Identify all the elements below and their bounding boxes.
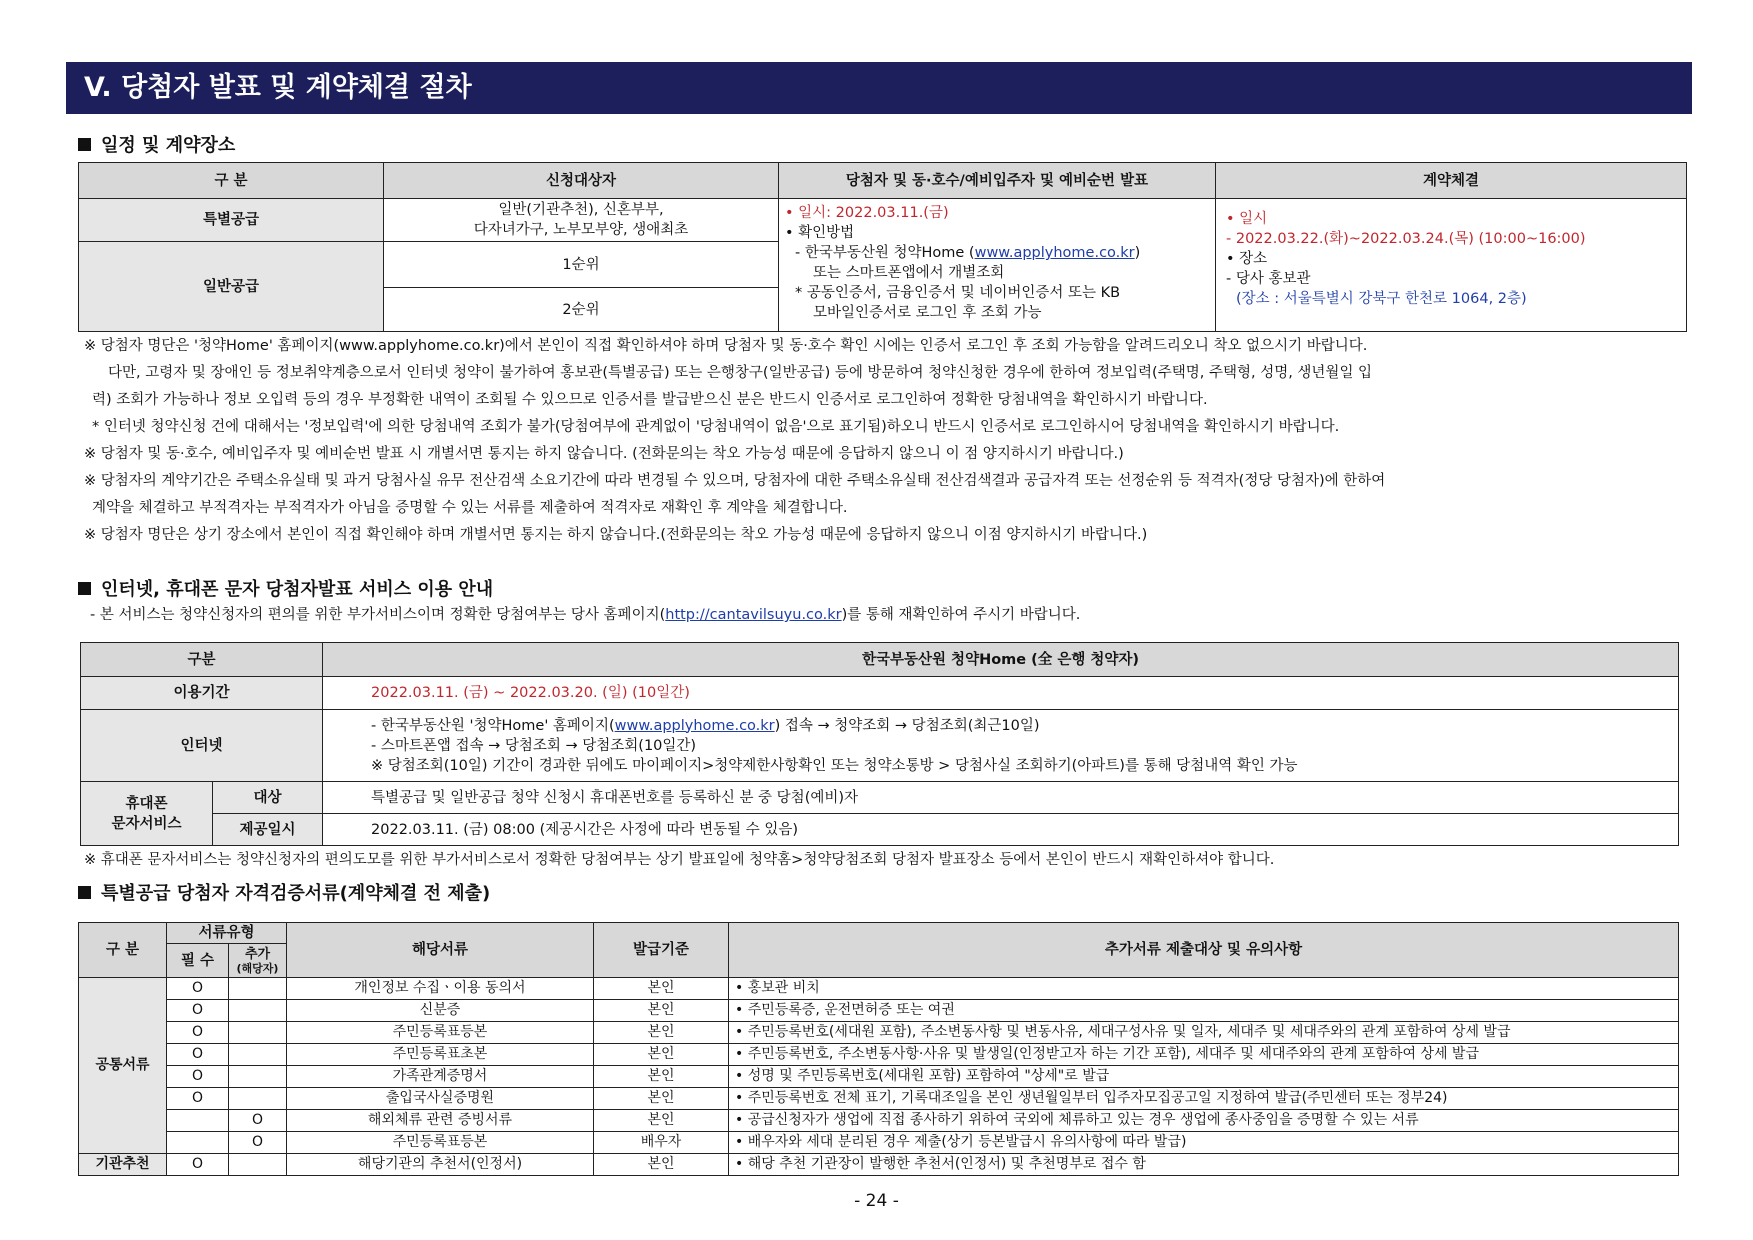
header-additional: 추가 (해당자)	[229, 944, 287, 978]
additional-mark: O	[229, 1132, 287, 1154]
required-mark: O	[167, 978, 229, 1000]
additional-mark	[229, 1000, 287, 1022]
header-category: 구분	[81, 643, 323, 677]
internet-line3: ※ 당첨조회(10일) 기간이 경과한 뒤에도 마이페이지>청약제한사항확인 또는 청약소통방 > 당첨사실 조회하기(아파트)를 통해 당첨내역 확인 가능	[371, 757, 1298, 774]
group-org-recommend: 기관추천	[79, 1154, 167, 1176]
required-mark	[167, 1132, 229, 1154]
documents-table	[78, 922, 1679, 1176]
contract-address: (장소 : 서울특별시 강북구 한천로 1064, 2층)	[1236, 291, 1527, 307]
required-mark: O	[167, 1000, 229, 1022]
issue-basis: 본인	[594, 1022, 729, 1044]
internet-label: 인터넷	[81, 710, 323, 782]
announce-date: • 일시: 2022.03.11.(금)	[785, 205, 949, 221]
square-bullet-icon	[78, 138, 91, 151]
document-note: • 주민등록번호 전체 표기, 기록대조일을 본인 생년월일부터 입주자모집공고일 지정하여 발급(주민센터 또는 정부24)	[729, 1088, 1679, 1110]
document-note: • 해당 추천 기관장이 발행한 추천서(인정서) 및 추천명부로 접수 함	[729, 1154, 1679, 1176]
header-announce: 당첨자 및 동·호수/예비입주자 및 예비순번 발표	[779, 163, 1216, 199]
sms-intro: - 본 서비스는 청약신청자의 편의를 위한 부가서비스이며 정확한 당첨여부는 당사 홈페이지(http://cantavilsuyu.co.kr)를 통해 재확인하여 주시기 바랍니다.	[90, 607, 1081, 623]
internet-line1: - 한국부동산원 '청약Home' 홈페이지(www.applyhome.co.kr) 접속 → 청약조회 → 당첨조회(최근10일)	[371, 717, 1040, 734]
announce-line2: 또는 스마트폰앱에서 개별조회	[813, 265, 1005, 281]
additional-mark	[229, 978, 287, 1000]
row-general-supply: 일반공급	[79, 242, 384, 332]
announce-line4: 모바일인증서로 로그인 후 조회 가능	[813, 305, 1042, 321]
cantavil-link[interactable]: http://cantavilsuyu.co.kr	[665, 607, 842, 623]
group-common-docs: 공통서류	[79, 978, 167, 1154]
section-title-schedule	[78, 134, 235, 158]
document-note: • 주민등록증, 운전면허증 또는 여권	[729, 1000, 1679, 1022]
document-note: • 주민등록번호, 주소변동사항·사유 및 발생일(인정받고자 하는 기간 포함), 세대주 및 세대주와의 관계 포함하여 상세 발급	[729, 1044, 1679, 1066]
required-mark: O	[167, 1022, 229, 1044]
additional-mark	[229, 1044, 287, 1066]
header-required: 필 수	[167, 944, 229, 978]
announce-method: • 확인방법	[785, 225, 855, 241]
announce-line1: - 한국부동산원 청약Home (www.applyhome.co.kr)	[795, 245, 1141, 261]
row-special-supply: 특별공급	[79, 199, 384, 242]
sms-note: ※ 휴대폰 문자서비스는 청약신청자의 편의도모를 위한 부가서비스로서 정확한 당첨여부는 상기 발표일에 청약홈>청약당첨조회 당첨자 발표장소 등에서 본인이 반드시 재확인하셔야 합니다.	[84, 852, 1275, 868]
header-doc-type: 서류유형	[167, 923, 287, 944]
note-line: ※ 당첨자 및 동·호수, 예비입주자 및 예비순번 발표 시 개별서면 통지는 하지 않습니다. (전화문의는 착오 가능성 때문에 응답하지 않으니 이 점 양지하시기 바랍니다.)	[84, 446, 1124, 462]
issue-basis: 본인	[594, 978, 729, 1000]
document-name: 해외체류 관련 증빙서류	[287, 1110, 594, 1132]
header-category: 구 분	[79, 923, 167, 978]
time-label: 제공일시	[213, 814, 323, 846]
document-note: • 성명 및 주민등록번호(세대원 포함) 포함하여 "상세"로 발급	[729, 1066, 1679, 1088]
additional-mark	[229, 1022, 287, 1044]
header-service: 한국부동산원 청약Home (全 은행 청약자)	[323, 643, 1679, 677]
required-mark: O	[167, 1154, 229, 1176]
rank-1: 1순위	[384, 242, 779, 288]
applyhome-link[interactable]: www.applyhome.co.kr	[974, 245, 1135, 261]
period-value: 2022.03.11. (금) ~ 2022.03.20. (일) (10일간)	[323, 677, 1679, 710]
note-line: 계약을 체결하고 부적격자는 부적격자가 아님을 증명할 수 있는 서류를 제출하여 적격자로 재확인 후 계약을 체결합니다.	[92, 500, 848, 516]
additional-mark	[229, 1066, 287, 1088]
additional-mark	[229, 1154, 287, 1176]
header-document: 해당서류	[287, 923, 594, 978]
header-contract: 계약체결	[1216, 163, 1687, 199]
document-note: • 배우자와 세대 분리된 경우 제출(상기 등본발급시 유의사항에 따라 발급)	[729, 1132, 1679, 1154]
issue-basis: 본인	[594, 1066, 729, 1088]
square-bullet-icon	[78, 582, 91, 595]
header-category: 구 분	[79, 163, 384, 199]
page-number: - 24 -	[854, 1191, 899, 1211]
note-line: ※ 당첨자 명단은 '청약Home' 홈페이지(www.applyhome.co.kr)에서 본인이 직접 확인하셔야 하며 당첨자 및 동·호수 확인 시에는 인증서 로그인 후 조회 가능함을 알려드리오니 착오 없으시기 바랍니다.	[84, 338, 1368, 354]
section-title-sms	[78, 578, 493, 602]
document-name: 주민등록표등본	[287, 1132, 594, 1154]
contract-date-value: - 2022.03.22.(화)~2022.03.24.(목) (10:00~16:00)	[1226, 231, 1586, 247]
additional-mark: O	[229, 1110, 287, 1132]
document-note: • 주민등록번호(세대원 포함), 주소변동사항 및 변동사유, 세대구성사유 및 일자, 세대주 및 세대주와의 관계 포함하여 상세 발급	[729, 1022, 1679, 1044]
note-line: ※ 당첨자 명단은 상기 장소에서 본인이 직접 확인해야 하며 개별서면 통지는 하지 않습니다.(전화문의는 착오 가능성 때문에 응답하지 않으니 이점 양지하시기 바랍니다.)	[84, 527, 1148, 543]
page-title-banner: V. 당첨자 발표 및 계약체결 절차	[66, 62, 1692, 114]
required-mark: O	[167, 1066, 229, 1088]
header-issue-basis: 발급기준	[594, 923, 729, 978]
document-name: 주민등록표초본	[287, 1044, 594, 1066]
square-bullet-icon	[78, 886, 91, 899]
note-line: 다만, 고령자 및 장애인 등 정보취약계층으로서 인터넷 청약이 불가하여 홍보관(특별공급) 또는 은행창구(일반공급) 등에 방문하여 청약신청한 경우에 한하여 정보입력(주택명, 주택형, 성명, 생년월일 입	[108, 365, 1373, 381]
document-name: 가족관계증명서	[287, 1066, 594, 1088]
note-line: 력) 조회가 가능하나 정보 오입력 등의 경우 부정확한 내역이 조회될 수 있으므로 인증서를 발급받으신 분은 반드시 인증서로 로그인하여 정확한 당첨내역을 확인하시기 바랍니다.	[92, 392, 1208, 408]
issue-basis: 본인	[594, 1088, 729, 1110]
issue-basis: 본인	[594, 1110, 729, 1132]
issue-basis: 본인	[594, 1044, 729, 1066]
contract-date-label: • 일시	[1226, 211, 1268, 227]
applyhome-link[interactable]: www.applyhome.co.kr	[614, 717, 775, 734]
document-name: 개인정보 수집ㆍ이용 동의서	[287, 978, 594, 1000]
sms-label: 휴대폰 문자서비스	[81, 782, 213, 846]
document-name: 해당기관의 추천서(인정서)	[287, 1154, 594, 1176]
document-note: • 홍보관 비치	[729, 978, 1679, 1000]
sms-service-table	[80, 642, 1679, 846]
schedule-notes	[84, 333, 1704, 549]
document-name: 신분증	[287, 1000, 594, 1022]
required-mark: O	[167, 1088, 229, 1110]
contract-place-value: - 당사 홍보관	[1226, 271, 1311, 287]
internet-value	[323, 710, 1679, 782]
additional-mark	[229, 1088, 287, 1110]
issue-basis: 본인	[594, 1154, 729, 1176]
issue-basis: 배우자	[594, 1132, 729, 1154]
special-target: 일반(기관추천), 신혼부부, 다자녀가구, 노부모부양, 생애최초	[384, 199, 779, 242]
document-name: 주민등록표등본	[287, 1022, 594, 1044]
header-target: 신청대상자	[384, 163, 779, 199]
contract-cell	[1216, 199, 1687, 332]
target-value: 특별공급 및 일반공급 청약 신청시 휴대폰번호를 등록하신 분 중 당첨(예비)자	[323, 782, 1679, 814]
document-name: 출입국사실증명원	[287, 1088, 594, 1110]
announce-cell	[779, 199, 1216, 332]
required-mark: O	[167, 1044, 229, 1066]
issue-basis: 본인	[594, 1000, 729, 1022]
rank-2: 2순위	[384, 288, 779, 332]
internet-line2: - 스마트폰앱 접속 → 당첨조회 → 당첨조회(10일간)	[371, 737, 697, 754]
section-title-text: 특별공급 당첨자 자격검증서류(계약체결 전 제출)	[101, 883, 491, 904]
target-label: 대상	[213, 782, 323, 814]
contract-place-label: • 장소	[1226, 251, 1268, 267]
header-notes: 추가서류 제출대상 및 유의사항	[729, 923, 1679, 978]
schedule-table	[78, 162, 1687, 332]
time-value: 2022.03.11. (금) 08:00 (제공시간은 사정에 따라 변동될 수 있음)	[323, 814, 1679, 846]
section-title-text: 인터넷, 휴대폰 문자 당첨자발표 서비스 이용 안내	[101, 579, 494, 600]
announce-line3: * 공동인증서, 금융인증서 및 네이버인증서 또는 KB	[795, 285, 1121, 301]
section-title-documents	[78, 882, 490, 906]
note-line: * 인터넷 청약신청 건에 대해서는 '정보입력'에 의한 당첨내역 조회가 불가(당첨여부에 관계없이 '당첨내역이 없음'으로 표기됨)하오니 반드시 인증서로 로그인하시어 당첨내역을 확인하시기 바랍니다.	[92, 419, 1340, 435]
section-title-text: 일정 및 계약장소	[101, 135, 236, 156]
period-label: 이용기간	[81, 677, 323, 710]
required-mark	[167, 1110, 229, 1132]
document-note: • 공급신청자가 생업에 직접 종사하기 위하여 국외에 체류하고 있는 경우 생업에 종사중임을 증명할 수 있는 서류	[729, 1110, 1679, 1132]
note-line: ※ 당첨자의 계약기간은 주택소유실태 및 과거 당첨사실 유무 전산검색 소요기간에 따라 변경될 수 있으며, 당첨자에 대한 주택소유실태 전산검색결과 공급자격 또는 선정순위 등 적격자(정당 당첨자)에 한하여	[84, 473, 1386, 489]
